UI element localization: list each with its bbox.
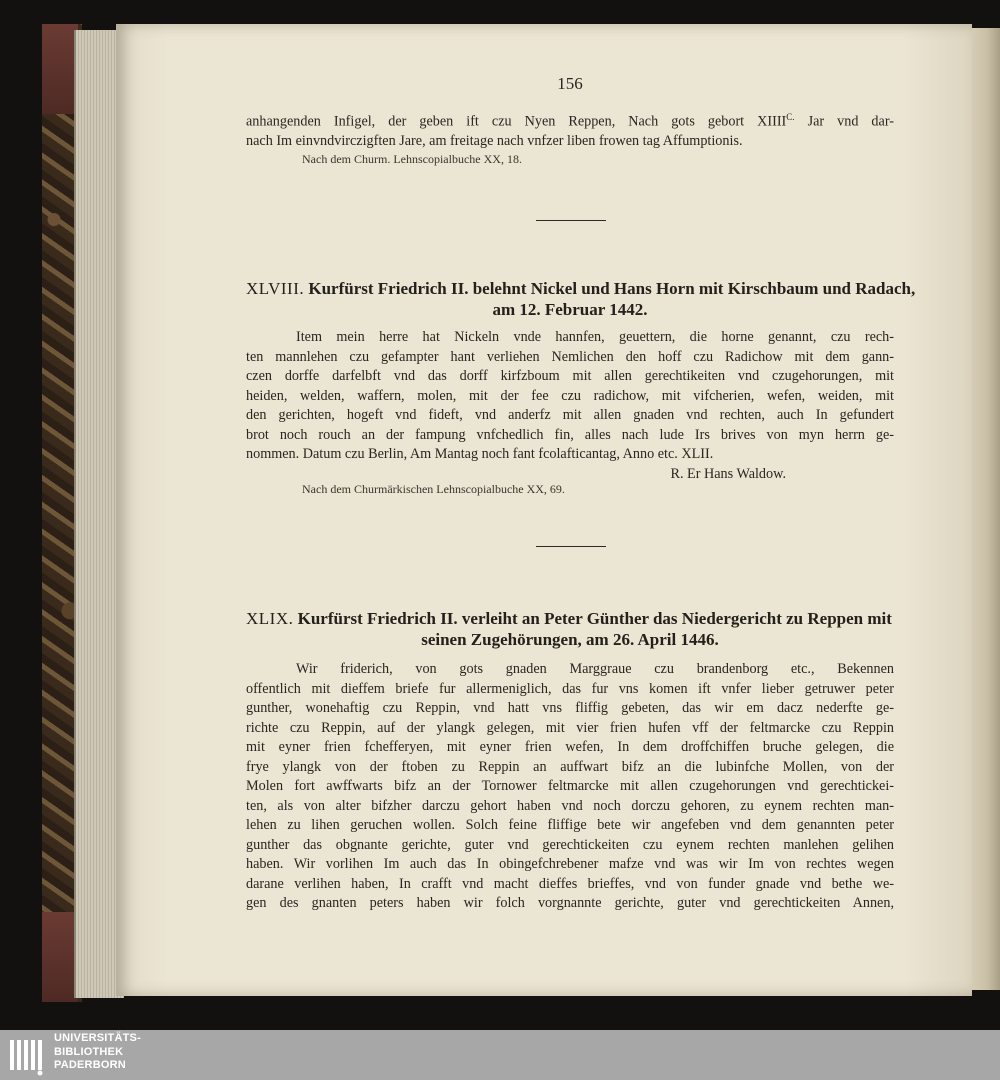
text-line: Molen fort awffwarts bifz an der Tornower feltmarcke mit allen czugehorungen vnd gerechtickei-	[246, 778, 894, 794]
section-divider	[536, 546, 606, 547]
facing-page-edge	[968, 28, 1000, 990]
page-number: 156	[557, 74, 583, 93]
source-note: Nach dem Churmärkischen Lehnscopialbuche XX, 69.	[302, 482, 565, 496]
text-line: lehen zu lihen geruchen wollen. Solch feine fliffige bete wir angefeben vnd dem genannten peter	[246, 817, 894, 833]
document-body-48	[246, 328, 894, 484]
library-name: UNIVERSITÄTS- BIBLIOTHEK PADERBORN	[54, 1032, 141, 1071]
signature: R. Er Hans Waldow.	[670, 465, 786, 482]
document-heading-49: XLIX. Kurfürst Friedrich II. verleiht an Peter Günther das Niedergericht zu Reppen mit seinen Zugehörungen, am 26. April 1446.	[246, 609, 892, 649]
text-line: anhangenden Infigel, der geben ift czu Nyen Reppen, Nach gots gebort $XIIII^{C.}$ Jar vnd dar-	[246, 112, 894, 130]
library-footer-bar	[0, 1030, 1000, 1080]
leather-corner-top	[42, 24, 78, 114]
text-line: den gerichten, hogeft vnd fideft, vnd anderfz mit allen gnaden vnd rechten, auch In gefundert	[246, 407, 894, 423]
continuation-text	[246, 108, 894, 152]
text-line: mit eyner frien fchefferyen, mit eyner frien wefen, In dem droffchiffen bruche gelegen, die	[246, 739, 894, 755]
document-heading-48: XLVIII. Kurfürst Friedrich II. belehnt Nickel und Hans Horn mit Kirschbaum und Radach, am 12. Februar 1442.	[246, 279, 916, 319]
text-line: gunther, wonehaftig czu Reppin, vnd hatt vns fliffig gebeten, das wir em dacz nederfte ge-	[246, 700, 894, 716]
text-line: Wir friderich, von gots gnaden Marggraue czu brandenborg etc., Bekennen	[296, 661, 894, 677]
leather-corner-bottom	[42, 912, 78, 1002]
text-line: czen dorffe darfelbft vnd das dorff kirfzboum mit allen gerechtikeiten vnd czugehorungen, mit	[246, 368, 894, 384]
text-line: haben. Wir vorlihen Im auch das In obingefchrebener mafze vnd was wir Im von rechtes wegen	[246, 856, 894, 872]
text-line: ten mannlehen czu gefampter hant verliehen Nemlichen den hoff czu Radichow mit dem gann-	[246, 348, 894, 365]
text-line: heiden, welden, waffern, molen, mit der fee czu radichow, mit vifcherien, wefen, weiden, mit	[246, 387, 894, 404]
text-line: ten, als von alter bifzher darczu gehort haben vnd noch dorczu gehoren, zu eynem rechten man-	[246, 797, 894, 814]
text-line: gunther das obgnante gerichte, guter vnd gerechtickeiten czu eynem rechten manlehen gelihen	[246, 836, 894, 853]
document-body-49	[246, 660, 894, 914]
text-line: offentlich mit dieffem briefe fur allermeniglich, das fur vns komen ift vnfer lieber getruwer peter	[246, 680, 894, 697]
source-note: Nach dem Churm. Lehnscopialbuche XX, 18.	[302, 152, 522, 166]
text-line: richte czu Reppin, auf der ylangk gelegen, mit vier frien hufen vff der feltmarcke czu Reppin	[246, 719, 894, 736]
text-line: darane verlihen haben, In crafft vnd macht dieffes brieffes, vnd von funder gnade vnd bethe we-	[246, 875, 894, 892]
text-line: nommen. Datum czu Berlin, Am Mantag noch fant fcolafticantag, Anno etc. XLII.	[246, 446, 714, 462]
section-divider	[536, 220, 606, 221]
text-line: nach Im einvndvirczigften Jare, am freitage nach vnfzer liben frowen tag Affumptionis.	[246, 133, 743, 150]
text-line: gen des gnanten peters haben wir folch vorgnannte gerichte, guter vnd gerechtickeiten Annen,	[246, 895, 894, 911]
text-line: Item mein herre hat Nickeln vnde hannfen, geuettern, die horne genannt, czu rech-	[296, 329, 894, 345]
university-library-logo-icon	[8, 1034, 44, 1076]
text-line: brot noch rouch an der fampung vnfchedlich fin, alles nach lude Irs brives von myn herrn ge-	[246, 426, 894, 443]
text-line: frye ylangk von der ftoben zu Reppin an auffwart bifz an die lubinfche Mollen, von der	[246, 758, 894, 775]
